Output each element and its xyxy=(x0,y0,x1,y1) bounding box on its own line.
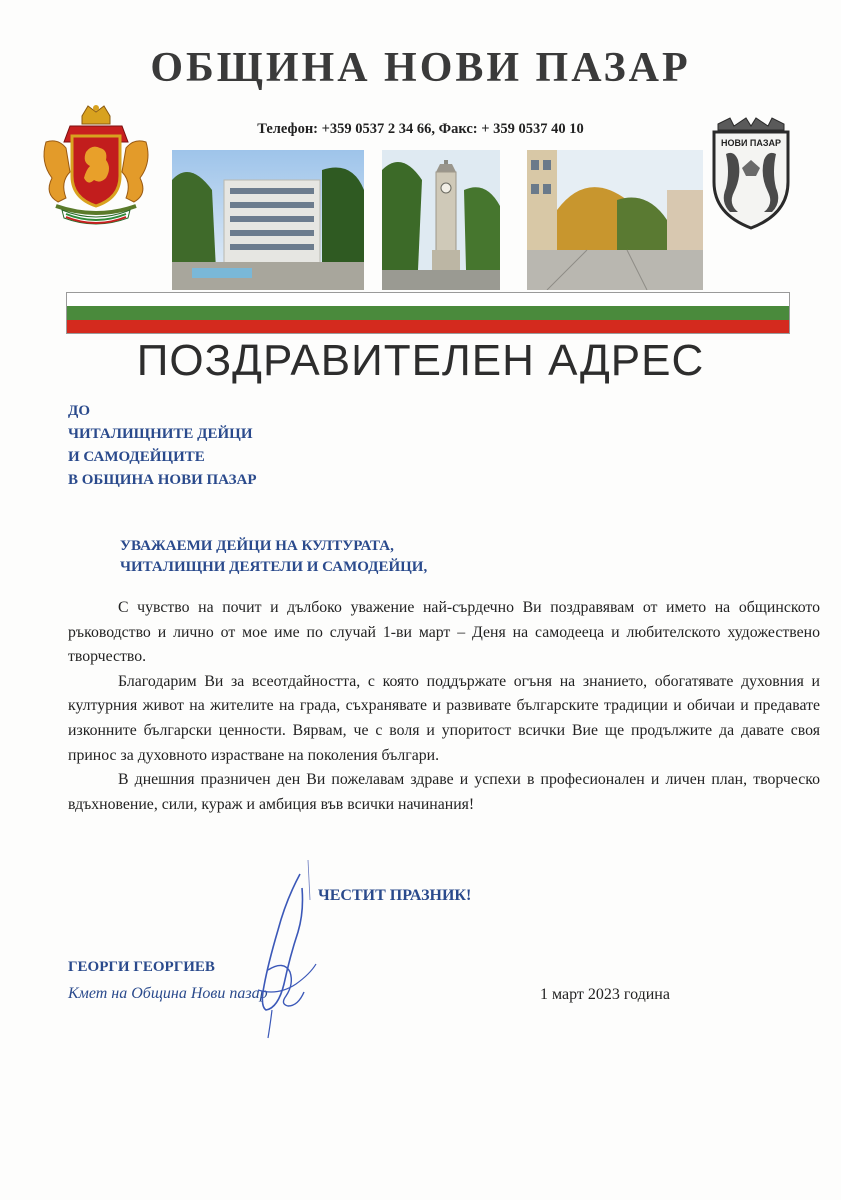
pedestrian-street-photo xyxy=(527,150,703,290)
municipality-building-photo xyxy=(172,150,364,290)
contacts-line: Телефон: +359 0537 2 34 66, Факс: + 359 0537 40 10 xyxy=(257,121,584,137)
national-flag-band xyxy=(66,292,790,334)
letter-body xyxy=(68,596,820,817)
body-paragraph: Благодарим Ви за всеотдайността, с която поддържате огъня на знанието, обогатявате духовния и културния живот на жителите на града, съхранявате и развивате българските традиции и обичаи и предавате изконните български ценности. Вярвам, че с воля и упоритост всички Вие ще продължите да давате своя принос за духовното израстване на поколения българи. xyxy=(68,672,820,764)
document-heading: ПОЗДРАВИТЕЛЕН АДРЕС xyxy=(136,336,705,385)
addressee-line: И САМОДЕЙЦИТЕ xyxy=(68,449,205,465)
body-paragraph: В днешния празничен ден Ви пожелавам здраве и успехи в професионален и личен план, творческо вдъхновение, сили, кураж и амбиция във всички начинания! xyxy=(68,771,820,813)
greeting-line: УВАЖАЕМИ ДЕЙЦИ НА КУЛТУРАТА, xyxy=(120,538,394,554)
addressee-line: В ОБЩИНА НОВИ ПАЗАР xyxy=(68,472,257,488)
municipal-emblem-icon xyxy=(708,116,794,230)
addressee-line: ЧИТАЛИЩНИТЕ ДЕЙЦИ xyxy=(68,426,253,442)
greeting-line: ЧИТАЛИЩНИ ДЕЯТЕЛИ И САМОДЕЙЦИ, xyxy=(120,559,428,575)
greeting-block xyxy=(120,536,427,578)
flag-white-stripe xyxy=(67,293,789,306)
body-paragraph: С чувство на почит и дълбоко уважение най-сърдечно Ви поздравявам от името на общинското ръководство и лично от мое име по случай 1-ви март – Деня на самодееца и любителското художествено творчество. xyxy=(68,599,820,666)
signer-name: ГЕОРГИ ГЕОРГИЕВ xyxy=(68,959,215,975)
closing-wish: ЧЕСТИТ ПРАЗНИК! xyxy=(318,887,472,904)
clock-tower-photo xyxy=(382,150,500,290)
svg-text:НОВИ ПАЗАР: НОВИ ПАЗАР xyxy=(720,138,782,148)
signature-image xyxy=(238,860,334,1044)
municipality-title: ОБЩИНА НОВИ ПАЗАР xyxy=(150,45,691,91)
flag-green-stripe xyxy=(67,306,789,320)
addressee-block xyxy=(68,400,257,492)
flag-red-stripe xyxy=(67,320,789,333)
addressee-line: ДО xyxy=(68,403,90,419)
signer-position: Кмет на Община Нови пазар xyxy=(68,985,268,1002)
document-date: 1 март 2023 година xyxy=(540,986,670,1003)
